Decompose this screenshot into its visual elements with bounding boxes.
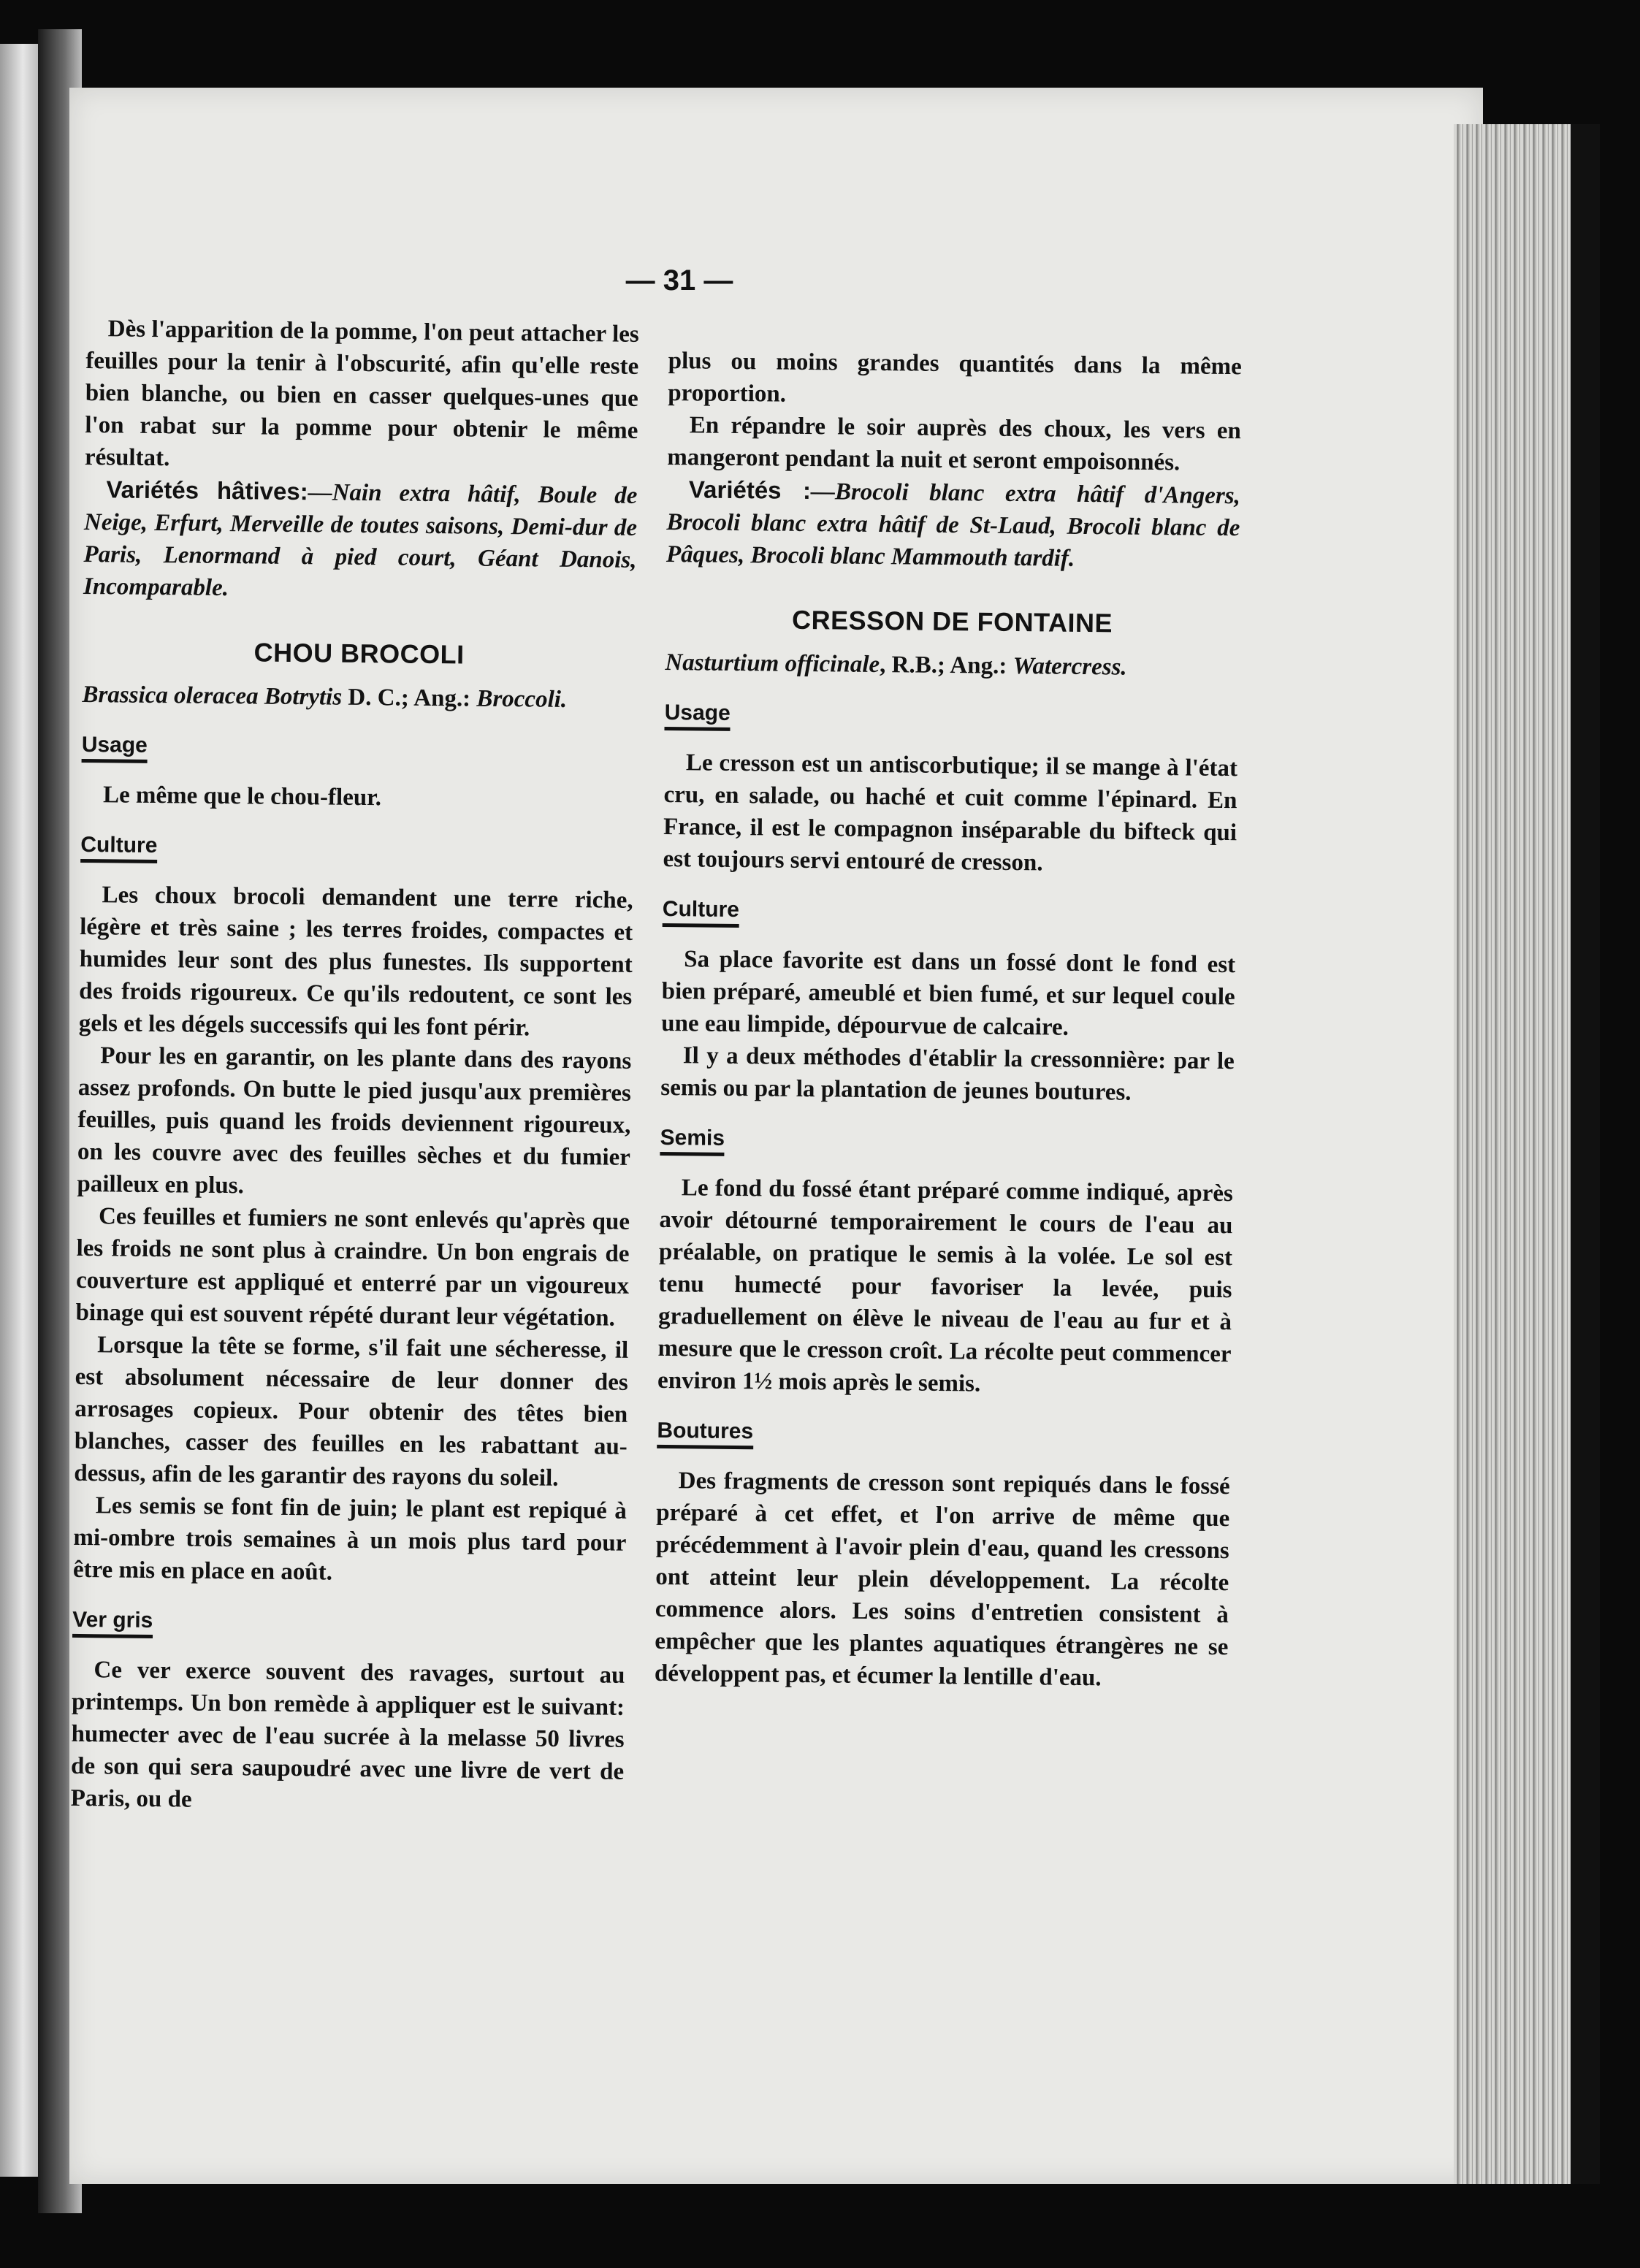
culture-paragraph: Pour les en garantir, on les plante dans des rayons assez profonds. On butte le pied jusqu'aux premières feuilles, puis quand les froids deviennent rigoureux, on les couvre avec des feuilles sèches et du fumier pailleux en plus. — [77, 1042, 632, 1199]
continuation-text: plus ou moins grandes quantités dans la même proportion. — [668, 347, 1242, 408]
english-name: Broccoli. — [476, 685, 568, 713]
spread-text: En répandre le soir auprès des choux, les vers en mangeront pendant la nuit et seront empoisonnés. — [667, 412, 1241, 476]
boutures-heading: Boutures — [657, 1419, 753, 1449]
page-number: — 31 — — [625, 264, 733, 297]
scan-border — [1571, 124, 1600, 2184]
usage-text: Le cresson est un antiscorbutique; il se mange à l'état cru, en salade, ou haché et cuit comme l'épinard. En France, il est le compagnon inséparable du bifteck qui est toujours servi entouré de cresson. — [663, 749, 1238, 877]
latin-name: Brassica oleracea Botrytis — [82, 681, 343, 711]
varieties-paragraph — [83, 473, 638, 608]
culture-paragraph: Les choux brocoli demandent une terre riche, légère et très saine ; les terres froides, compactes et humides leur sont des plus funestes. Ils supportent des froids rigoureux. Ce qu'ils redoutent, ce sont les gels et les dégels successifs qui les font périr. — [78, 882, 633, 1042]
culture-paragraph: Les semis se font fin de juin; le plant est repiqué à mi-ombre trois semaines à un mois plus tard pour être mis en place en août. — [72, 1492, 628, 1586]
section-title-cresson-de-fontaine: CRESSON DE FONTAINE — [791, 604, 1113, 638]
usage-text: Le même que le chou-fleur. — [102, 782, 382, 812]
ver-gris-heading: Ver gris — [72, 1608, 153, 1638]
boutures-text: Des fragments de cresson sont repiqués dans le fossé préparé à cet effet, et l'on arrive de même que précédemment à l'avoir plein d'eau, quand les cressons ont atteint leur plein développement. La récolte commence alors. Les soins d'entretien consistent à empêcher que les plantes aquatiques étrangères ne se développent pas, et écumer la lentille d'eau. — [654, 1467, 1230, 1692]
semis-heading: Semis — [660, 1126, 725, 1156]
latin-authority: D. C.; Ang.: — [341, 684, 477, 712]
section-title-chou-brocoli: CHOU BROCOLI — [253, 637, 465, 670]
semis-text: Le fond du fossé étant préparé comme indiqué, après avoir détourné temporairement le cours de l'eau au préalable, on pratique le semis à la volée. Le sol est tenu humecté pour favoriser la levée, puis graduellement on élève le niveau de l'eau au fur et à mesure que le cresson croît. La récolte peut commencer environ 1½ mois après le semis. — [657, 1175, 1234, 1397]
culture-paragraph: Sa place favorite est dans un fossé dont le fond est bien préparé, ameublé et bien fumé, et sur lequel coule une eau limpide, dépourvue de calcaire. — [661, 946, 1236, 1041]
culture-heading: Culture — [663, 897, 739, 928]
usage-heading: Usage — [664, 700, 730, 731]
varieties-paragraph — [666, 473, 1240, 576]
latin-name-line — [82, 679, 635, 717]
varieties-list: —Brocoli blanc extra hâtif d'Angers, Brocoli blanc extra hâtif de St-Laud, Brocoli blanc de Pâques, Brocoli blanc Mammouth tardif. — [665, 478, 1241, 572]
latin-name: Nasturtium officinale — [665, 649, 880, 679]
intro-paragraph: Dès l'apparition de la pomme, l'on peut attacher les feuilles pour la tenir à l'obscurité, afin qu'elle reste bien blanche, ou bien en casser quelques-unes que l'on rabat sur la pomme pour obtenir le même résultat. — [84, 316, 639, 472]
page-edges-stack — [1454, 124, 1585, 2184]
varieties-label: Variétés hâtives: — [106, 476, 308, 505]
culture-paragraph: Ces feuilles et fumiers ne sont enlevés qu'après que les froids ne sont plus à craindre. Un bon engrais de couverture est appliqué et enterré par un vigoureux binage qui est souvent répété durant leur végétation. — [75, 1203, 630, 1332]
ver-gris-text: Ce ver exerce souvent des ravages, surtout au printemps. Un bon remède à appliquer est le suivant: humecter avec de l'eau sucrée à la melasse 50 livres de son qui sera saupoudré avec une livre de vert de Paris, ou de — [70, 1657, 625, 1813]
culture-paragraph: Il y a deux méthodes d'établir la cressonnière: par le semis ou par la plantation de jeunes boutures. — [660, 1042, 1235, 1106]
left-column — [70, 313, 638, 1820]
varieties-label: Variétés : — [688, 476, 812, 505]
varieties-list: —Nain extra hâtif, Boule de Neige, Erfurt, Merveille de toutes saisons, Demi-dur de Paris, Lenormand à pied court, Géant Danois, Incomparable. — [83, 479, 638, 602]
english-name: Watercress. — [1012, 652, 1127, 681]
latin-name-line — [665, 646, 1238, 684]
usage-heading: Usage — [82, 733, 148, 763]
facing-page-edge — [0, 44, 38, 2177]
latin-authority: , R.B.; Ang.: — [879, 652, 1013, 679]
culture-heading: Culture — [80, 833, 157, 863]
culture-paragraph: Lorsque la tête se forme, s'il fait une sécheresse, il est absolument nécessaire de leur donner des arrosages copieux. Pour obtenir des têtes bien blanches, casser des feuilles en les rabattant au-dessus, afin de les garantir des rayons du soleil. — [74, 1332, 629, 1492]
right-column — [655, 345, 1242, 1695]
